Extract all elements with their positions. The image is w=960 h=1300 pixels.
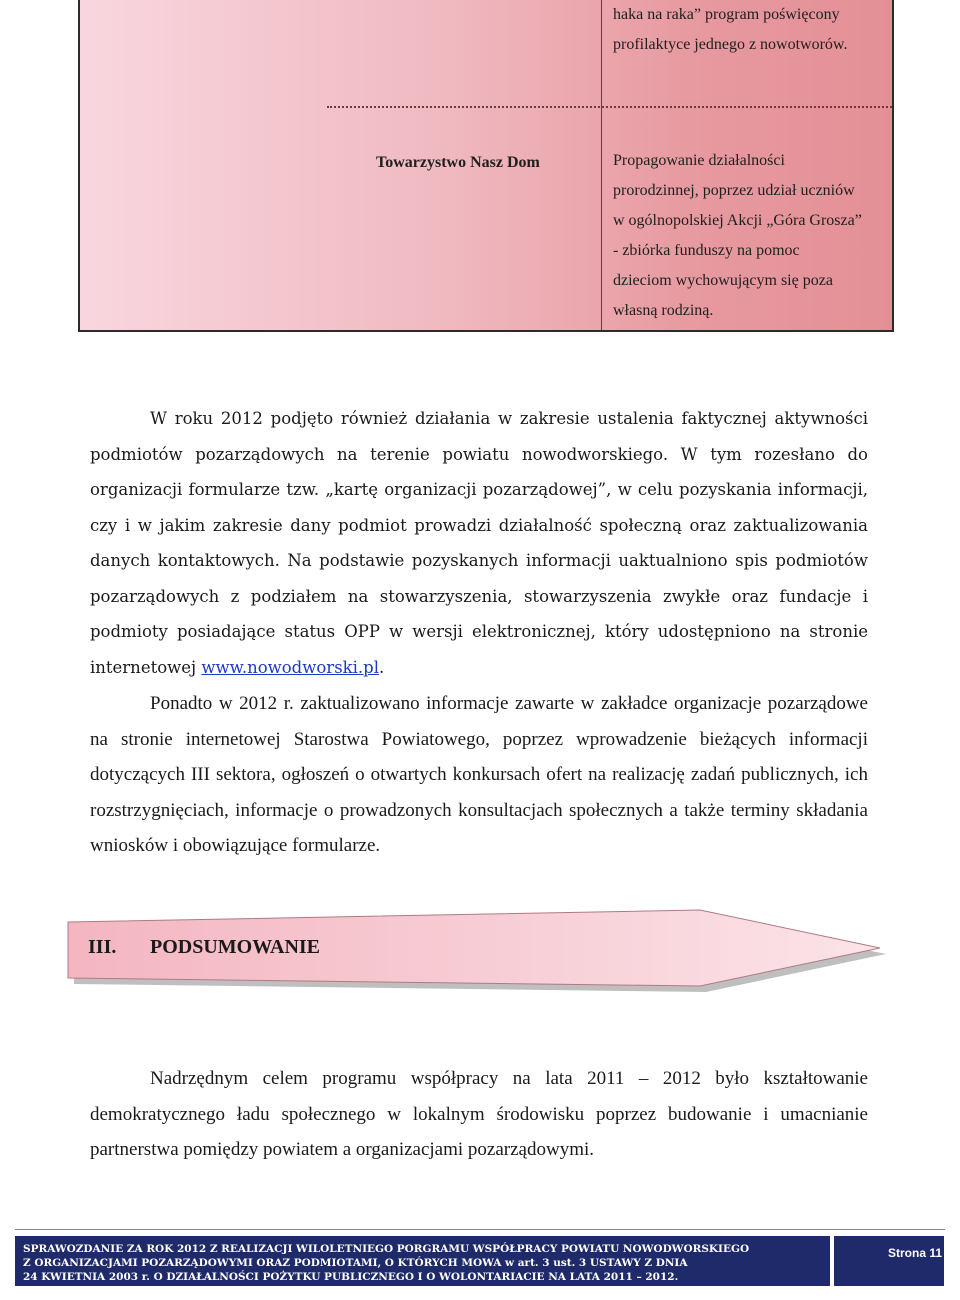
footer-line-3: 24 KWIETNIA 2003 r. O DZIAŁALNOŚCI POŻYTKU PUBLICZNEGO I O WOLONTARIACIE NA LATA 2011 – 2012. (23, 1271, 679, 1283)
website-link[interactable]: www.nowodworski.pl (201, 657, 380, 677)
table-cell-org-name: Towarzystwo Nasz Dom (376, 154, 540, 171)
table-cell-line: - zbiórka funduszy na pomoc (613, 242, 800, 259)
footer-line-1: SPRAWOZDANIE ZA ROK 2012 Z REALIZACJI WILOLETNIEGO PORGRAMU WSPÓŁPRACY POWIATU NOWODWORSKIEGO (23, 1243, 750, 1255)
page-number-label: Strona 11 (888, 1246, 943, 1260)
section-title: PODSUMOWANIE (150, 936, 321, 958)
paragraph-activity-2012 (90, 401, 868, 685)
table-cell-line: haka na raka” program poświęcony (613, 6, 840, 23)
paragraph-summary: Nadrzędnym celem programu współpracy na lata 2011 – 2012 było kształtowanie demokratycznego ładu społecznego w lokalnym środowisku poprzez budowanie i umacnianie partnerstwa pomiędzy powiatem a organizacjami pozarządowymi. (90, 1068, 868, 1160)
footer-divider (15, 1229, 945, 1230)
table-row-divider (327, 106, 892, 108)
organizations-table (78, 0, 894, 332)
section-header-banner (60, 900, 890, 1000)
table-cell-line: dzieciom wychowującym się poza (613, 272, 833, 289)
paragraph-text: W roku 2012 podjęto również działania w zakresie ustalenia faktycznej aktywności podmiotów pozarządowych na terenie powiatu nowodworskiego. W tym rozesłano do organizacji formularze tzw. „kartę organizacji pozarządowej”, w celu pozyskania informacji, czy i w jakim zakresie dany podmiot prowadzi działalność społeczną oraz zaktualizowania danych kontaktowych. Na podstawie pozyskanych informacji uaktualniono spis podmiotów pozarządowych z podziałem na stowarzyszenia, stowarzyszenia zwykłe oraz fundacje i podmioty posiadające status OPP w wersji elektronicznej, który udostępniono na stronie internetowej (90, 409, 868, 677)
table-cell-line: profilaktyce jednego z nowotworów. (613, 36, 848, 53)
table-cell-line: własną rodziną. (613, 302, 714, 319)
table-cell-line: w ogólnopolskiej Akcji „Góra Grosza” (613, 212, 862, 229)
page-number (834, 1236, 944, 1286)
table-cell-line: Propagowanie działalności (613, 152, 785, 169)
table-column-divider (601, 0, 602, 330)
footer-line-2: Z ORGANIZACJAMI POZARZĄDOWYMI ORAZ PODMIOTAMI, O KTÓRYCH MOWA w art. 3 ust. 3 USTAWY Z DNIA (23, 1257, 688, 1269)
table-cell-prev-description (613, 0, 893, 60)
footer-report-title (15, 1236, 830, 1286)
section-number: III. (88, 936, 117, 958)
paragraph-website-update: Ponadto w 2012 r. zaktualizowano informacje zawarte w zakładce organizacje pozarządowe na stronie internetowej Starostwa Powiatowego, poprzez wprowadzenie bieżących informacji dotyczących III sektora, ogłoszeń o otwartych konkursach ofert na realizację zadań publicznych, ich rozstrzygnięciach, informacje o prowadzonych konsultacjach społecznych a także terminy składania wniosków i obowiązujące formularze. (90, 693, 868, 856)
table-cell-description (613, 146, 893, 326)
table-cell-line: prorodzinnej, poprzez udział uczniów (613, 182, 855, 199)
paragraph-text-end: . (379, 657, 385, 677)
